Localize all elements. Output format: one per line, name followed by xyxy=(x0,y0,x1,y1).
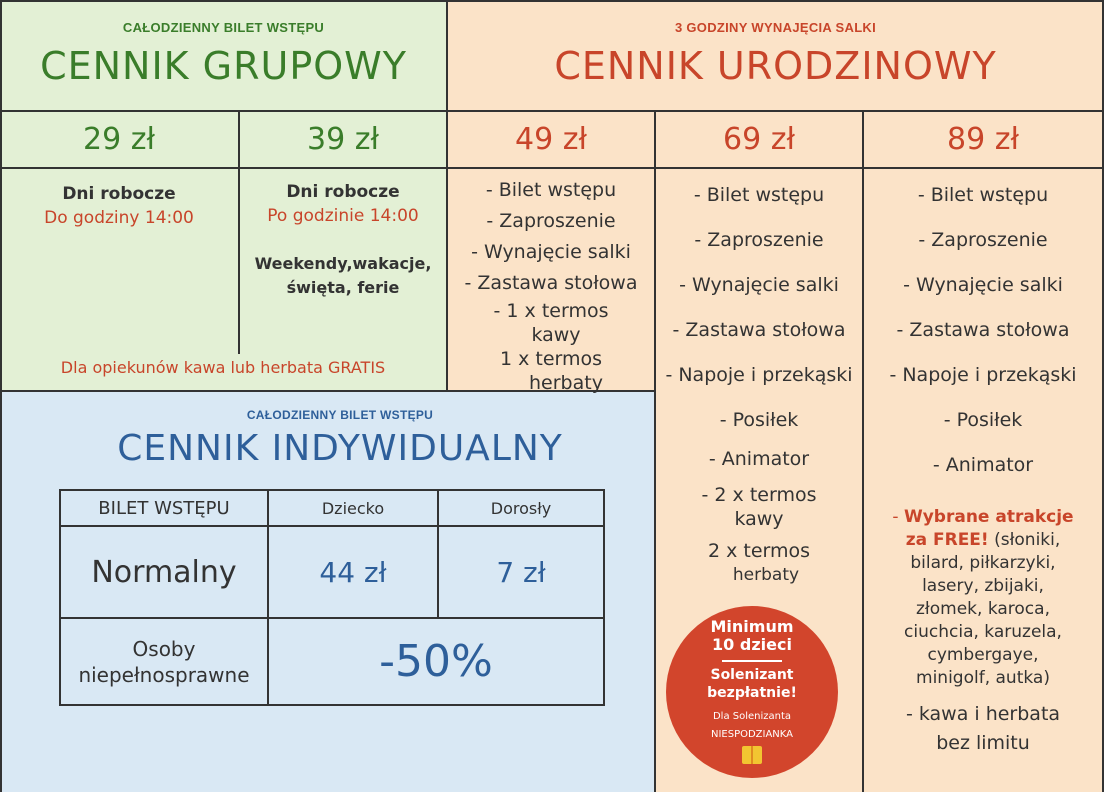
table-header-child: Dziecko xyxy=(321,498,385,518)
col69-item: - Animator xyxy=(708,448,810,470)
table-row-disabled-value: -50% xyxy=(379,636,493,687)
col49-item: kawy xyxy=(531,324,581,346)
group-col2-extra1: Weekendy,wakacje, xyxy=(254,254,432,273)
group-col2-time: Po godzinie 14:00 xyxy=(267,206,419,226)
col89-attr-item: cymbergaye, xyxy=(927,645,1039,665)
col89-attr-prefix: - xyxy=(892,507,904,527)
group-subtitle: CAŁODZIENNY BILET WSTĘPU xyxy=(122,20,325,35)
col89-attr-item: minigolf, autka) xyxy=(916,668,1050,688)
col49-item: - 1 x termos xyxy=(493,300,609,322)
col89-tail-item: - kawa i herbata xyxy=(905,703,1061,725)
table-header-ticket: BILET WSTĘPU xyxy=(98,497,230,519)
col69-item: kawy xyxy=(734,508,784,530)
group-col2 xyxy=(240,180,446,300)
price-29: 29 zł xyxy=(83,122,155,157)
badge-divider xyxy=(722,660,782,662)
table-row-normal-adult: 7 zł xyxy=(496,555,546,589)
table-row-disabled-label-1: Osoby xyxy=(132,636,196,661)
minimum-badge xyxy=(666,606,838,778)
col69-list xyxy=(656,184,862,588)
individual-price-table xyxy=(59,489,605,706)
price-49: 49 zł xyxy=(515,122,587,157)
col89-attr-free: za FREE! xyxy=(905,530,989,550)
badge-line5: Dla Solenizanta xyxy=(712,711,792,722)
col89-item: - Wynajęcie salki xyxy=(903,274,1063,296)
col49-item: - Wynajęcie salki xyxy=(471,241,631,263)
table-header-adult: Dorosły xyxy=(490,498,552,518)
price-69: 69 zł xyxy=(723,122,795,157)
col69-item: - Wynajęcie salki xyxy=(679,274,839,296)
group-col1 xyxy=(0,182,238,230)
gift-icon xyxy=(742,746,762,764)
col69-item: - Bilet wstępu xyxy=(693,184,825,206)
col89-tail-item: bez limitu xyxy=(936,732,1030,754)
col89-attr-highlight: Wybrane atrakcje xyxy=(903,507,1074,527)
col89-item: - Bilet wstępu xyxy=(917,184,1049,206)
price-89: 89 zł xyxy=(947,122,1019,157)
col89-attr-item: złomek, karoca, xyxy=(916,599,1050,619)
table-row-disabled-label xyxy=(61,619,267,704)
col69-item: - Napoje i przekąski xyxy=(665,364,853,386)
col69-item: - Zastawa stołowa xyxy=(672,319,846,341)
col49-item: 1 x termos xyxy=(499,348,603,370)
col49-item: - Zastawa stołowa xyxy=(464,272,638,294)
group-title: CENNIK GRUPOWY xyxy=(40,44,407,88)
col89-attr-item: lasery, zbijaki, xyxy=(922,576,1044,596)
price-39: 39 zł xyxy=(307,122,379,157)
col49-item: - Zaproszenie xyxy=(486,210,616,232)
table-row-normal-label: Normalny xyxy=(91,554,237,590)
col69-item: - 2 x termos xyxy=(701,484,817,506)
group-col2-extra2: święta, ferie xyxy=(286,278,400,297)
birthday-subtitle: 3 GODZINY WYNAJĘCIA SALKI xyxy=(674,20,877,35)
birthday-title: CENNIK URODZINOWY xyxy=(554,44,997,88)
individual-title: CENNIK INDYWIDUALNY xyxy=(117,428,563,469)
col69-item: - Posiłek xyxy=(719,409,799,431)
group-note: Dla opiekunów kawa lub herbata GRATIS xyxy=(60,358,386,377)
col89-attr-item: ciuchcia, karuzela, xyxy=(904,622,1062,642)
table-row-disabled-label-2: niepełnosprawne xyxy=(78,662,250,687)
table-row-normal-child: 44 zł xyxy=(319,555,387,589)
col89-attractions xyxy=(864,506,1102,690)
group-col2-days: Dni robocze xyxy=(286,182,400,202)
col89-item: - Napoje i przekąski xyxy=(889,364,1077,386)
col89-item: - Animator xyxy=(932,454,1034,476)
group-col1-time: Do godziny 14:00 xyxy=(44,208,194,228)
col69-item: 2 x termos xyxy=(707,540,811,562)
col89-attr-rest: (słoniki, xyxy=(988,530,1061,550)
col89-list xyxy=(864,184,1102,492)
col89-item: - Posiłek xyxy=(943,409,1023,431)
badge-line2: 10 dzieci xyxy=(712,635,792,654)
col89-attr-item: bilard, piłkarzyki, xyxy=(910,553,1056,573)
col49-list xyxy=(448,178,654,395)
col49-item: - Bilet wstępu xyxy=(485,179,617,201)
col89-attr-line1 xyxy=(864,506,1102,529)
col49-item: herbaty xyxy=(529,372,603,394)
col89-attr-line2 xyxy=(864,529,1102,552)
col89-item: - Zaproszenie xyxy=(918,229,1048,251)
badge-line1: Minimum xyxy=(710,617,794,636)
col89-tail xyxy=(864,700,1102,758)
col69-item: herbaty xyxy=(732,565,800,585)
badge-line3: Solenizant xyxy=(710,667,794,683)
group-col1-days: Dni robocze xyxy=(62,184,176,204)
col89-item: - Zastawa stołowa xyxy=(896,319,1070,341)
badge-line6: NIESPODZIANKA xyxy=(710,729,794,740)
badge-line4: bezpłatnie! xyxy=(707,685,797,701)
col69-item: - Zaproszenie xyxy=(694,229,824,251)
individual-subtitle: CAŁODZIENNY BILET WSTĘPU xyxy=(246,408,434,422)
